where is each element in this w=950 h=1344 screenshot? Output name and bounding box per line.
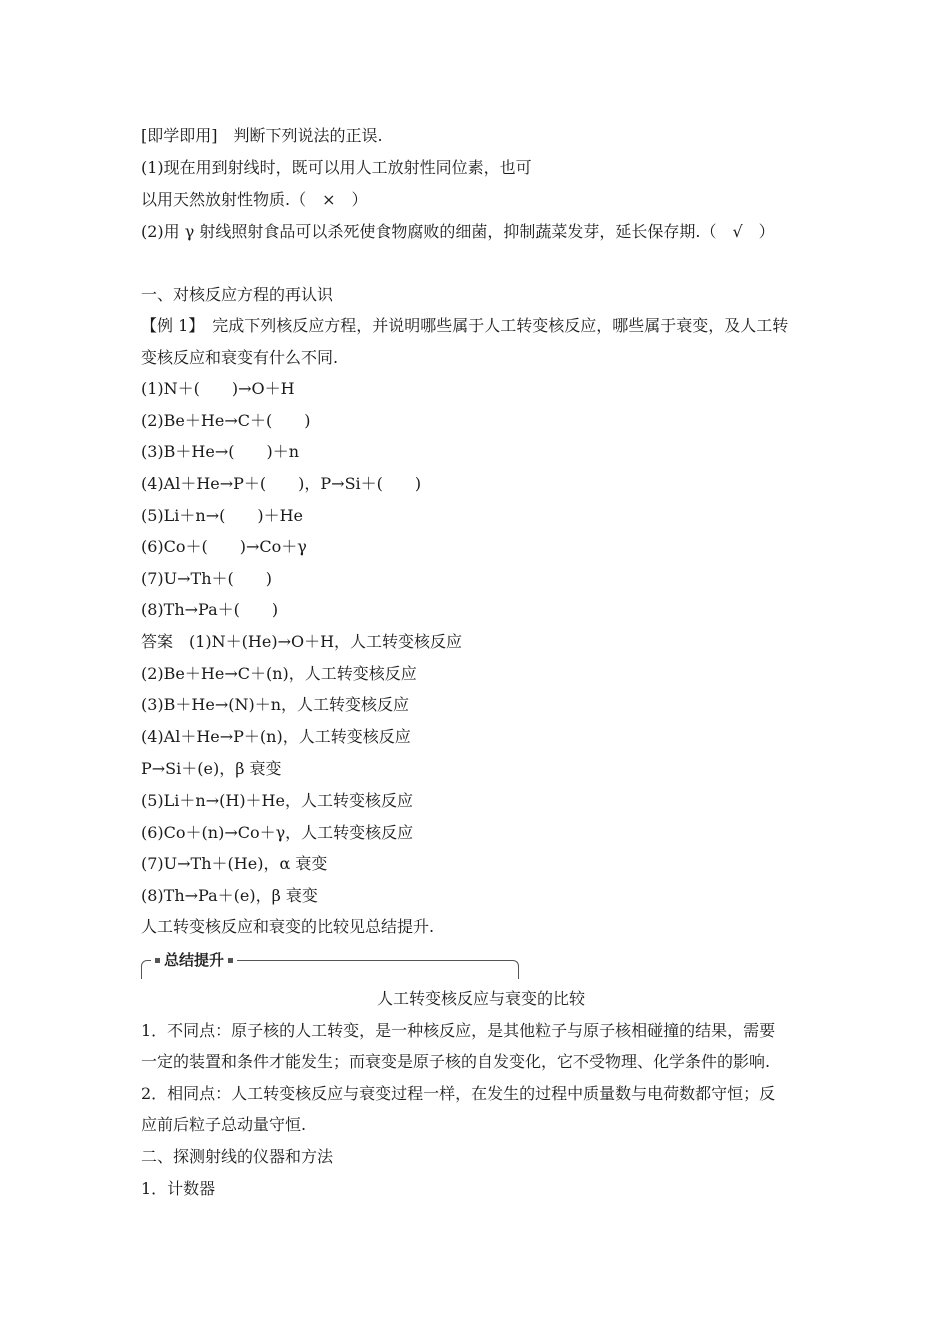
- section1-title: 一、对核反应方程的再认识: [141, 285, 334, 304]
- answer-5: (5)Li＋n→(H)＋He，人工转变核反应: [141, 791, 413, 810]
- answer-4b: P→Si＋(e)，β 衰变: [141, 759, 282, 778]
- question-8: (8)Th→Pa＋( ): [141, 600, 279, 619]
- summary-p1-line1: 1．不同点：原子核的人工转变，是一种核反应，是其他粒子与原子核相碰撞的结果，需要: [141, 1021, 776, 1040]
- answer-note: 人工转变核反应和衰变的比较见总结提升.: [141, 917, 435, 936]
- answer-6: (6)Co＋(n)→Co＋γ，人工转变核反应: [141, 823, 414, 842]
- summary-p2-line1: 2．相同点：人工转变核反应与衰变过程一样，在发生的过程中质量数与电荷数都守恒；反: [141, 1084, 776, 1103]
- answer-4a: (4)Al＋He→P＋(n)，人工转变核反应: [141, 727, 411, 746]
- question-2: (2)Be＋He→C＋( ): [141, 411, 311, 430]
- summary-p1-line2: 一定的装置和条件才能发生；而衰变是原子核的自发变化，它不受物理、化学条件的影响.: [141, 1052, 771, 1071]
- example1-line2: 变核反应和衰变有什么不同.: [141, 348, 339, 367]
- question-4: (4)Al＋He→P＋( )，P→Si＋( ): [141, 474, 422, 493]
- summary-p2-line2: 应前后粒子总动量守恒.: [141, 1115, 307, 1134]
- question-5: (5)Li＋n→( )＋He: [141, 506, 304, 525]
- example1-line1: 【例 1】 完成下列核反应方程，并说明哪些属于人工转变核反应，哪些属于衰变，及人工转: [141, 316, 789, 335]
- summary-title: 人工转变核反应与衰变的比较: [376, 989, 585, 1008]
- answer-2: (2)Be＋He→C＋(n)，人工转变核反应: [141, 664, 417, 683]
- summary-label-wrap: [151, 950, 237, 970]
- answer-1: 答案 (1)N＋(He)→O＋H，人工转变核反应: [141, 632, 463, 651]
- square-bullet-icon: [228, 958, 233, 963]
- question-6: (6)Co＋( )→Co＋γ: [141, 537, 307, 556]
- answer-8: (8)Th→Pa＋(e)，β 衰变: [141, 886, 318, 905]
- section2-title: 二、探测射线的仪器和方法: [141, 1147, 334, 1166]
- square-bullet-icon: [155, 958, 160, 963]
- answer-3: (3)B＋He→(N)＋n，人工转变核反应: [141, 695, 410, 714]
- question-1: (1)N＋( )→O＋H: [141, 379, 295, 398]
- practice-q2: (2)用 γ 射线照射食品可以杀死使食物腐败的细菌，抑制蔬菜发芽，延长保存期.（ √ ）: [141, 222, 775, 241]
- section2-item1: 1．计数器: [141, 1179, 216, 1198]
- practice-q1-line1: (1)现在用到射线时，既可以用人工放射性同位素，也可: [141, 158, 532, 177]
- question-7: (7)U→Th＋( ): [141, 569, 273, 588]
- question-3: (3)B＋He→( )＋n: [141, 442, 300, 461]
- summary-banner: [141, 951, 521, 978]
- summary-label: 总结提升: [164, 951, 225, 969]
- practice-q1-line2: 以用天然放射性物质.（ × ）: [141, 190, 368, 209]
- answer-7: (7)U→Th＋(He)，α 衰变: [141, 854, 328, 873]
- practice-header: [即学即用] 判断下列说法的正误.: [141, 126, 383, 145]
